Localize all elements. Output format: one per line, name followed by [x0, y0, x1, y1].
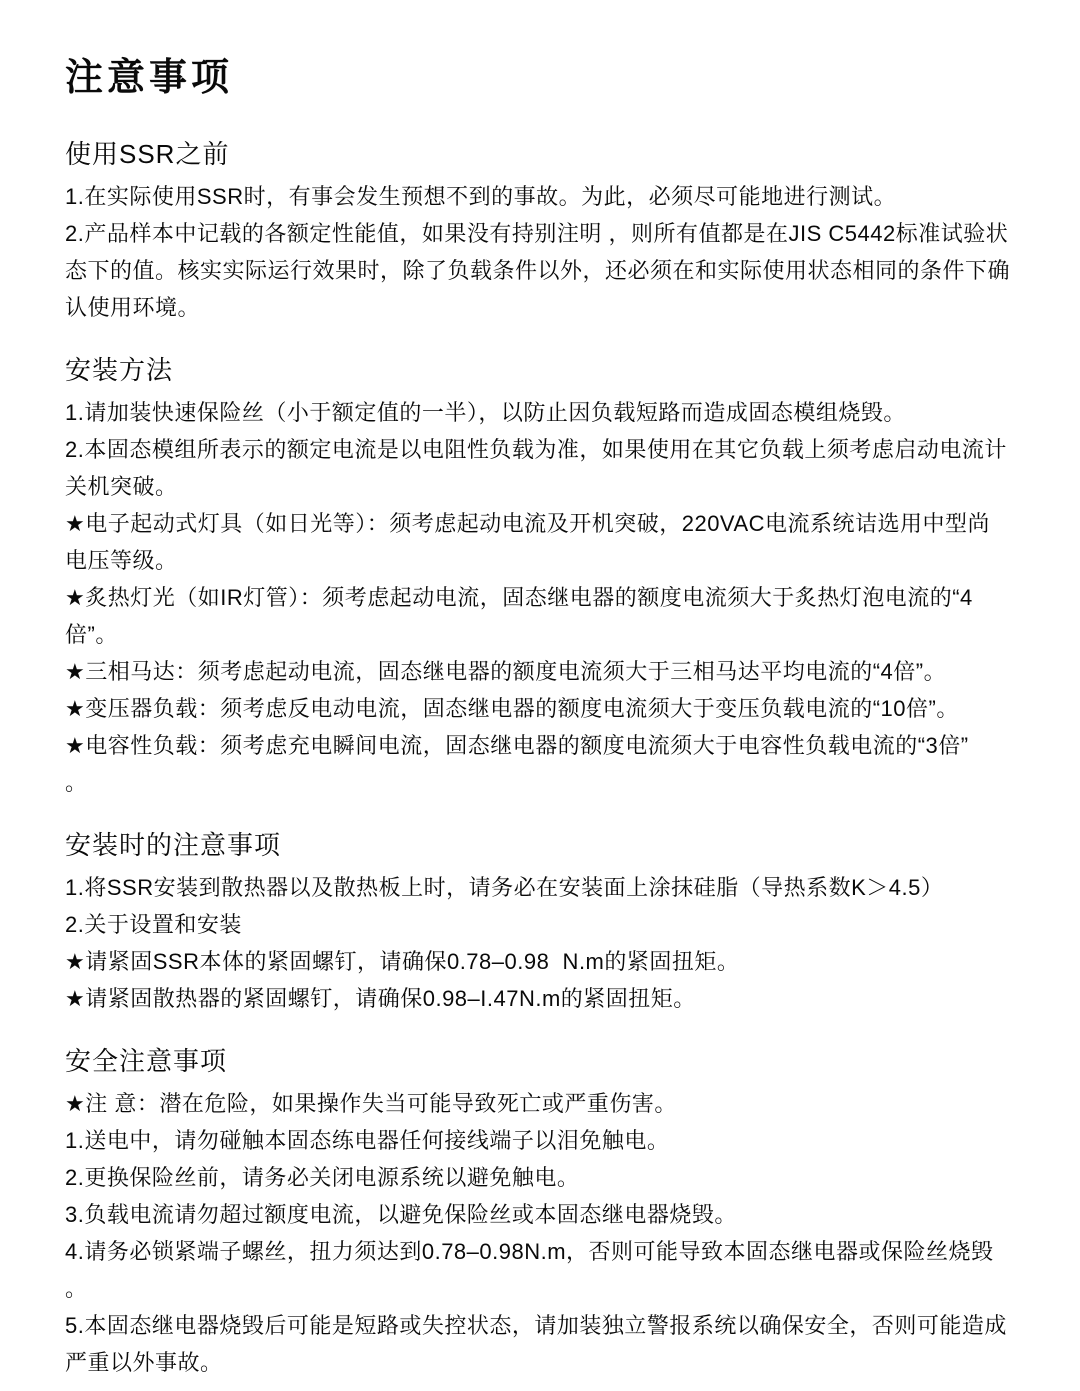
text-line: ★变压器负载：须考虑反电动电流，固态继电器的额度电流须大于变压负载电流的“10倍”。 [65, 696, 959, 721]
text-line: 1.将SSR安装到散热器以及散热板上时，请务必在安装面上涂抹硅脂（导热系数K＞4.5） [65, 875, 944, 900]
section-installation-method [65, 352, 1035, 801]
text-line: 1.在实际使用SSR时，有事会发生预想不到的事故。为此，必须尽可能地进行测试。 [65, 184, 897, 209]
text-line: 1.请加装快速保险丝（小于额定值的一半），以防止因负载短路而造成固态模组烧毁。 [65, 400, 906, 425]
page-title: 注意事项 [65, 57, 234, 99]
text-line: 严重以外事故。 [65, 1350, 223, 1375]
text-line: 5.本固态继电器烧毁后可能是短路或失控状态，请加装独立警报系统以确保安全，否则可能造成 [65, 1313, 1007, 1338]
text-line: ★三相马达：须考虑起动电流，固态继电器的额度电流须大于三相马达平均电流的“4倍”。 [65, 659, 947, 684]
text-line: 2.产品样本中记载的各额定性能值，如果没有持别注明 ，则所有值都是在JIS C5442标准试验状 [65, 221, 1009, 246]
text-line: 倍”。 [65, 622, 118, 647]
section-heading-installation-method: 安装方法 [65, 355, 174, 385]
text-line: ★电子起动式灯具（如日光等）：须考虑起动电流及开机突破，220VAC电流系统诘选用中型尚 [65, 511, 991, 536]
text-line: 关机突破。 [65, 474, 178, 499]
text-line: 2.关于设置和安装 [65, 912, 242, 937]
text-line: 态下的值。核实实际运行效果时，除了负载条件以外，还必须在和实际使用状态相同的条件下确 [65, 258, 1011, 283]
text-line: 2.更换保险丝前，请务必关闭电源系统以避免触电。 [65, 1165, 580, 1190]
text-line: 电压等级。 [65, 548, 178, 573]
section-safety-notes [65, 1043, 1035, 1381]
text-line: 1.送电中，请勿碰触本固态练电器任何接线端子以泪免触电。 [65, 1128, 670, 1153]
text-line: 4.请务必锁紧端子螺丝，扭力须达到0.78–0.98N.m，否则可能导致本固态继电器或保险丝烧毁 [65, 1239, 994, 1264]
text-line: ★请紧固SSR本体的紧固螺钉，请确保0.78–0.98 N.m的紧固扭矩。 [65, 949, 740, 974]
text-line: 认使用环境。 [65, 295, 201, 320]
text-line: 2.本固态模组所表示的额定电流是以电阻性负载为准，如果使用在其它负载上须考虑启动电流计 [65, 437, 1007, 462]
text-line: ★请紧固散热器的紧固螺钉，请确保0.98–I.47N.m的紧固扭矩。 [65, 986, 696, 1011]
text-line: 3.负载电流请勿超过额度电流，以避免保险丝或本固态继电器烧毁。 [65, 1202, 737, 1227]
text-line: 。 [65, 1276, 88, 1301]
text-line: ★注 意：潜在危险，如果操作失当可能导致死亡或严重伤害。 [65, 1091, 677, 1116]
text-line: ★电容性负载：须考虑充电瞬间电流，固态继电器的额度电流须大于电容性负载电流的“3倍” [65, 733, 969, 758]
section-heading-safety-notes: 安全注意事项 [65, 1046, 228, 1076]
section-heading-installation-notes: 安装时的注意事项 [65, 830, 282, 860]
section-installation-notes [65, 827, 1035, 1017]
section-heading-before-using-ssr: 使用SSR之前 [65, 139, 230, 169]
text-line: 。 [65, 770, 88, 795]
text-line: ★炙热灯光（如IR灯管）：须考虑起动电流，固态继电器的额度电流须大于炙热灯泡电流的“4 [65, 585, 973, 610]
section-before-using-ssr [65, 136, 1035, 326]
